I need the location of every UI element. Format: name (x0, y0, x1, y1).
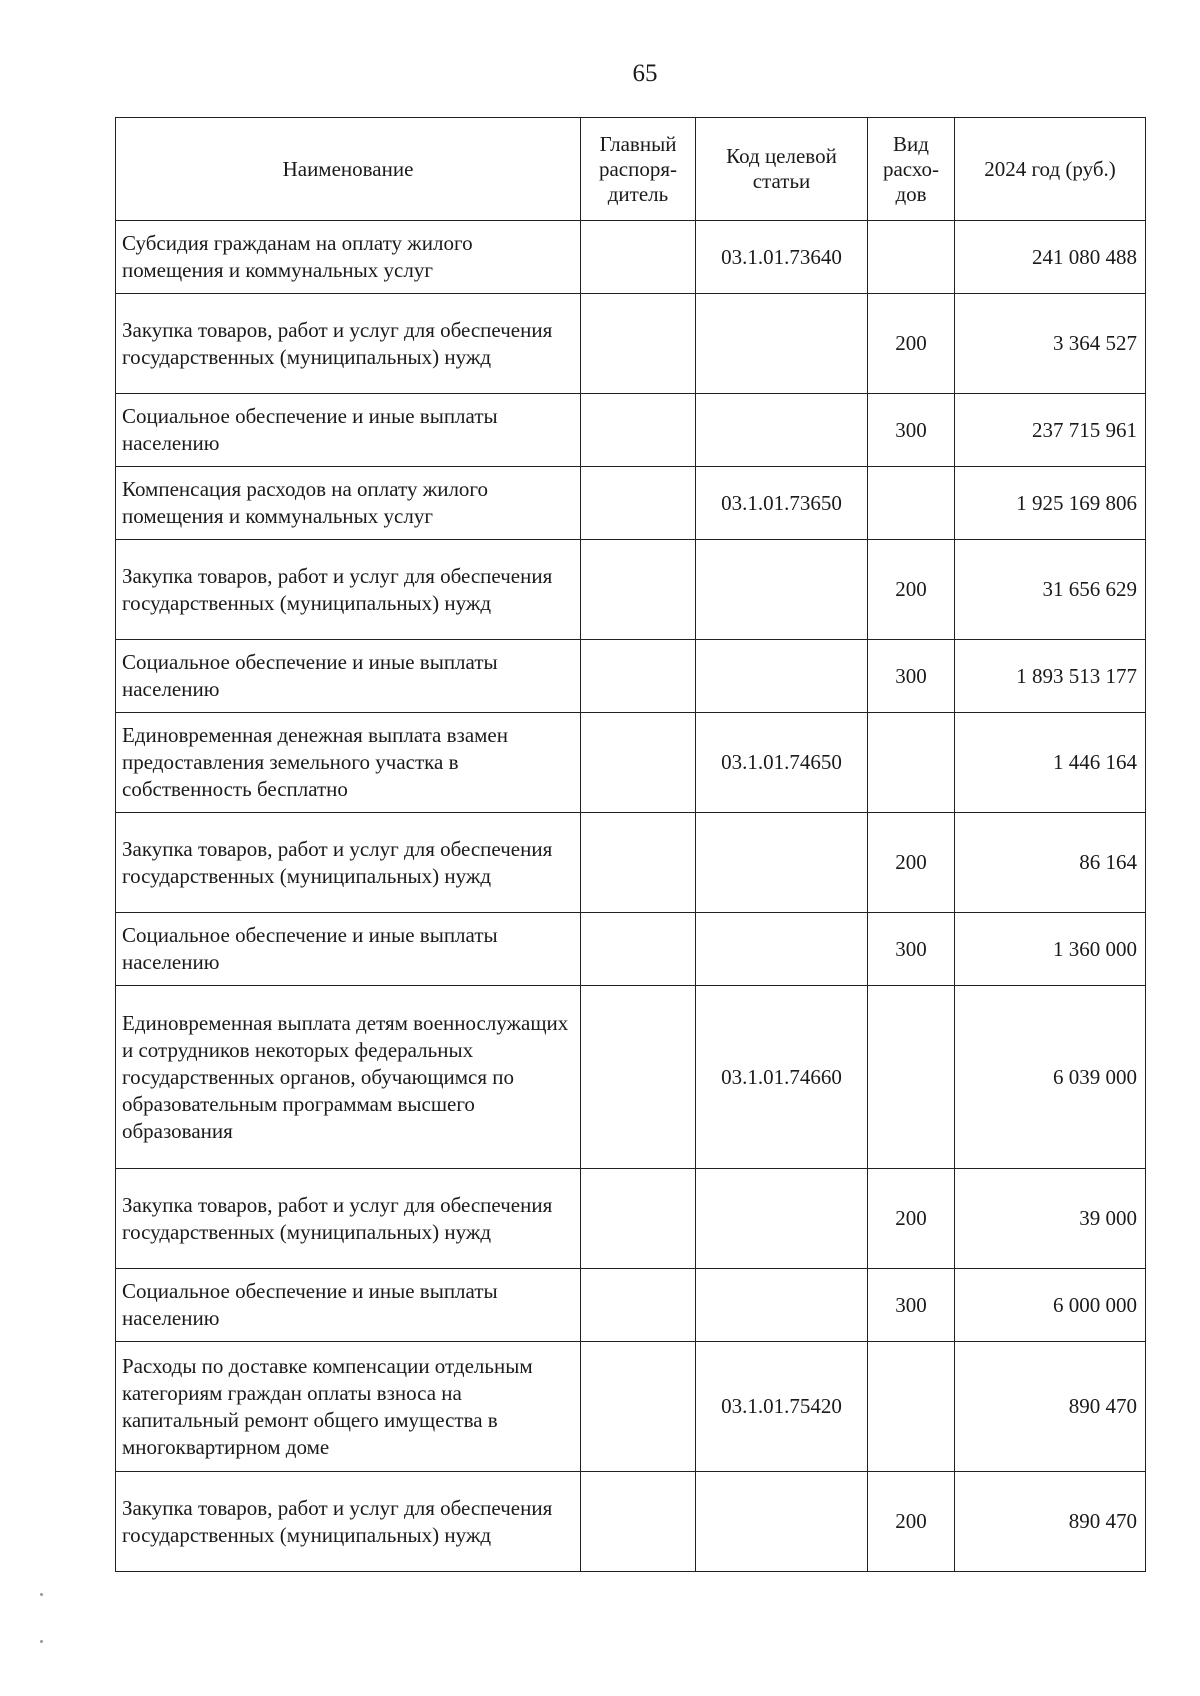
row-target-code-cell: 03.1.01.73650 (696, 467, 868, 540)
table-row (116, 540, 1146, 640)
scan-speck (40, 1593, 43, 1596)
table-row (116, 640, 1146, 713)
row-target-code-cell: 03.1.01.74650 (696, 713, 868, 813)
row-name-cell: Субсидия гражданам на оплату жилого помещения и коммунальных услуг (116, 221, 581, 294)
table-row (116, 713, 1146, 813)
row-expense-type-cell: 200 (868, 813, 955, 913)
row-target-code-cell (696, 394, 868, 467)
row-chief-cell (581, 986, 696, 1169)
row-chief-cell (581, 540, 696, 640)
row-expense-type-cell (868, 467, 955, 540)
row-amount-cell: 3 364 527 (955, 294, 1146, 394)
row-amount-cell: 1 446 164 (955, 713, 1146, 813)
row-amount-cell: 6 039 000 (955, 986, 1146, 1169)
row-expense-type-cell (868, 986, 955, 1169)
row-expense-type-cell: 200 (868, 1169, 955, 1269)
row-name-cell: Закупка товаров, работ и услуг для обеспечения государственных (муниципальных) нужд (116, 813, 581, 913)
row-target-code-cell (696, 813, 868, 913)
row-name-cell: Закупка товаров, работ и услуг для обеспечения государственных (муниципальных) нужд (116, 1169, 581, 1269)
row-chief-cell (581, 1342, 696, 1472)
header-name: Наименование (116, 118, 581, 221)
row-expense-type-cell: 300 (868, 640, 955, 713)
row-target-code-cell (696, 294, 868, 394)
row-amount-cell: 31 656 629 (955, 540, 1146, 640)
table-row (116, 986, 1146, 1169)
table-row (116, 1169, 1146, 1269)
table-row (116, 913, 1146, 986)
row-target-code-cell (696, 913, 868, 986)
header-target-code: Код целевой статьи (696, 118, 868, 221)
table-row (116, 294, 1146, 394)
row-expense-type-cell: 200 (868, 294, 955, 394)
row-name-cell: Социальное обеспечение и иные выплаты населению (116, 640, 581, 713)
row-chief-cell (581, 1169, 696, 1269)
table-row (116, 1472, 1146, 1572)
row-amount-cell: 1 893 513 177 (955, 640, 1146, 713)
scan-speck (40, 1640, 43, 1643)
row-name-cell: Закупка товаров, работ и услуг для обеспечения государственных (муниципальных) нужд (116, 1472, 581, 1572)
row-chief-cell (581, 221, 696, 294)
row-target-code-cell (696, 1169, 868, 1269)
row-target-code-cell: 03.1.01.75420 (696, 1342, 868, 1472)
row-chief-cell (581, 467, 696, 540)
row-amount-cell: 890 470 (955, 1342, 1146, 1472)
row-chief-cell (581, 713, 696, 813)
row-amount-cell: 237 715 961 (955, 394, 1146, 467)
table-row (116, 1269, 1146, 1342)
row-expense-type-cell: 300 (868, 913, 955, 986)
row-expense-type-cell: 300 (868, 1269, 955, 1342)
row-chief-cell (581, 294, 696, 394)
row-expense-type-cell (868, 1342, 955, 1472)
row-name-cell: Социальное обеспечение и иные выплаты населению (116, 394, 581, 467)
table-row (116, 221, 1146, 294)
page-number: 65 (632, 60, 658, 87)
row-target-code-cell (696, 540, 868, 640)
row-chief-cell (581, 913, 696, 986)
row-name-cell: Закупка товаров, работ и услуг для обеспечения государственных (муниципальных) нужд (116, 540, 581, 640)
budget-table (115, 117, 1146, 1572)
row-amount-cell: 1 925 169 806 (955, 467, 1146, 540)
row-chief-cell (581, 1472, 696, 1572)
row-target-code-cell: 03.1.01.73640 (696, 221, 868, 294)
row-amount-cell: 86 164 (955, 813, 1146, 913)
header-chief-administrator: Главный распоря-дитель (581, 118, 696, 221)
table-row (116, 1342, 1146, 1472)
row-amount-cell: 241 080 488 (955, 221, 1146, 294)
table-row (116, 467, 1146, 540)
row-chief-cell (581, 394, 696, 467)
table-row (116, 813, 1146, 913)
row-target-code-cell: 03.1.01.74660 (696, 986, 868, 1169)
row-name-cell: Единовременная выплата детям военнослужащих и сотрудников некоторых федеральных государственных органов, обучающимся по образовательным программам высшего образования (116, 986, 581, 1169)
row-amount-cell: 39 000 (955, 1169, 1146, 1269)
row-name-cell: Компенсация расходов на оплату жилого помещения и коммунальных услуг (116, 467, 581, 540)
row-target-code-cell (696, 640, 868, 713)
row-expense-type-cell (868, 713, 955, 813)
row-name-cell: Единовременная денежная выплата взамен предоставления земельного участка в собственность бесплатно (116, 713, 581, 813)
row-chief-cell (581, 813, 696, 913)
row-chief-cell (581, 1269, 696, 1342)
table-body (116, 221, 1146, 1572)
header-year-amount: 2024 год (руб.) (955, 118, 1146, 221)
row-target-code-cell (696, 1269, 868, 1342)
row-name-cell: Расходы по доставке компенсации отдельным категориям граждан оплаты взноса на капитальный ремонт общего имущества в многоквартирном доме (116, 1342, 581, 1472)
table-header-row (116, 118, 1146, 221)
row-name-cell: Социальное обеспечение и иные выплаты населению (116, 1269, 581, 1342)
row-expense-type-cell: 200 (868, 540, 955, 640)
row-expense-type-cell: 300 (868, 394, 955, 467)
row-target-code-cell (696, 1472, 868, 1572)
row-name-cell: Социальное обеспечение и иные выплаты населению (116, 913, 581, 986)
header-expense-type: Вид расхо-дов (868, 118, 955, 221)
table-row (116, 394, 1146, 467)
row-chief-cell (581, 640, 696, 713)
row-expense-type-cell: 200 (868, 1472, 955, 1572)
row-amount-cell: 890 470 (955, 1472, 1146, 1572)
row-amount-cell: 1 360 000 (955, 913, 1146, 986)
row-name-cell: Закупка товаров, работ и услуг для обеспечения государственных (муниципальных) нужд (116, 294, 581, 394)
row-amount-cell: 6 000 000 (955, 1269, 1146, 1342)
row-expense-type-cell (868, 221, 955, 294)
